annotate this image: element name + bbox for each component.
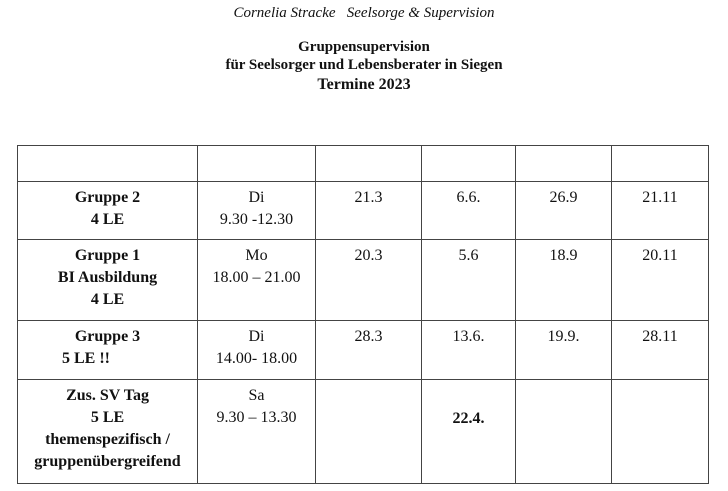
time-cell xyxy=(198,240,316,321)
weekday: Di xyxy=(248,189,265,206)
group-cell xyxy=(18,380,198,484)
time-range: 9.30 – 13.30 xyxy=(216,409,297,426)
header-cell xyxy=(18,146,198,182)
group-detail: 5 LE !! xyxy=(62,350,110,367)
document-subtitle: für Seelsorger und Lebensberater in Siegen xyxy=(225,57,503,73)
date-cell: 28.11 xyxy=(612,321,709,380)
date-cell: 20.3 xyxy=(316,240,422,321)
time-range: 14.00- 18.00 xyxy=(215,350,298,367)
table-header-row xyxy=(18,146,709,182)
document-title: Gruppensupervision xyxy=(298,39,430,55)
author-line: Cornelia Stracke Seelsorge & Supervision xyxy=(233,5,495,21)
date-cell xyxy=(516,380,612,484)
header-cell xyxy=(612,146,709,182)
table-row xyxy=(18,380,709,484)
group-detail: BI Ausbildung xyxy=(57,269,158,286)
group-detail: themenspezifisch / xyxy=(45,431,170,448)
group-detail: 4 LE xyxy=(90,211,125,228)
time-cell xyxy=(198,321,316,380)
date-cell xyxy=(422,380,516,484)
group-detail: 4 LE xyxy=(90,291,125,308)
date-cell: 19.9. xyxy=(516,321,612,380)
date-cell: 21.11 xyxy=(612,182,709,240)
group-cell xyxy=(18,182,198,240)
date-cell: 18.9 xyxy=(516,240,612,321)
date-cell: 6.6. xyxy=(422,182,516,240)
time-range: 18.00 – 21.00 xyxy=(212,269,301,286)
weekday: Mo xyxy=(245,247,268,264)
group-detail: 5 LE xyxy=(90,409,125,426)
time-range: 9.30 -12.30 xyxy=(219,211,294,228)
date-cell: 20.11 xyxy=(612,240,709,321)
header-cell xyxy=(422,146,516,182)
group-cell xyxy=(18,321,198,380)
group-name: Gruppe 1 xyxy=(74,247,141,264)
weekday: Di xyxy=(248,328,265,345)
group-cell xyxy=(18,240,198,321)
date-cell: 21.3 xyxy=(316,182,422,240)
date-cell xyxy=(612,380,709,484)
header-cell xyxy=(198,146,316,182)
date-cell: 26.9 xyxy=(516,182,612,240)
document-title-block xyxy=(0,38,728,94)
time-cell xyxy=(198,182,316,240)
date-cell: 13.6. xyxy=(422,321,516,380)
table-row xyxy=(18,321,709,380)
weekday: Sa xyxy=(248,387,265,404)
table-row xyxy=(18,240,709,321)
time-cell xyxy=(198,380,316,484)
header-cell xyxy=(316,146,422,182)
date-cell: 5.6 xyxy=(422,240,516,321)
date-cell: 28.3 xyxy=(316,321,422,380)
group-name: Gruppe 3 xyxy=(74,328,141,345)
group-detail: gruppenübergreifend xyxy=(34,453,181,470)
group-name: Zus. SV Tag xyxy=(66,387,149,404)
group-name: Gruppe 2 xyxy=(74,189,141,206)
document-year-line: Termine 2023 xyxy=(317,76,411,93)
schedule-table xyxy=(17,145,709,484)
table-row xyxy=(18,182,709,240)
special-date: 22.4. xyxy=(452,410,485,427)
date-cell xyxy=(316,380,422,484)
header-cell xyxy=(516,146,612,182)
